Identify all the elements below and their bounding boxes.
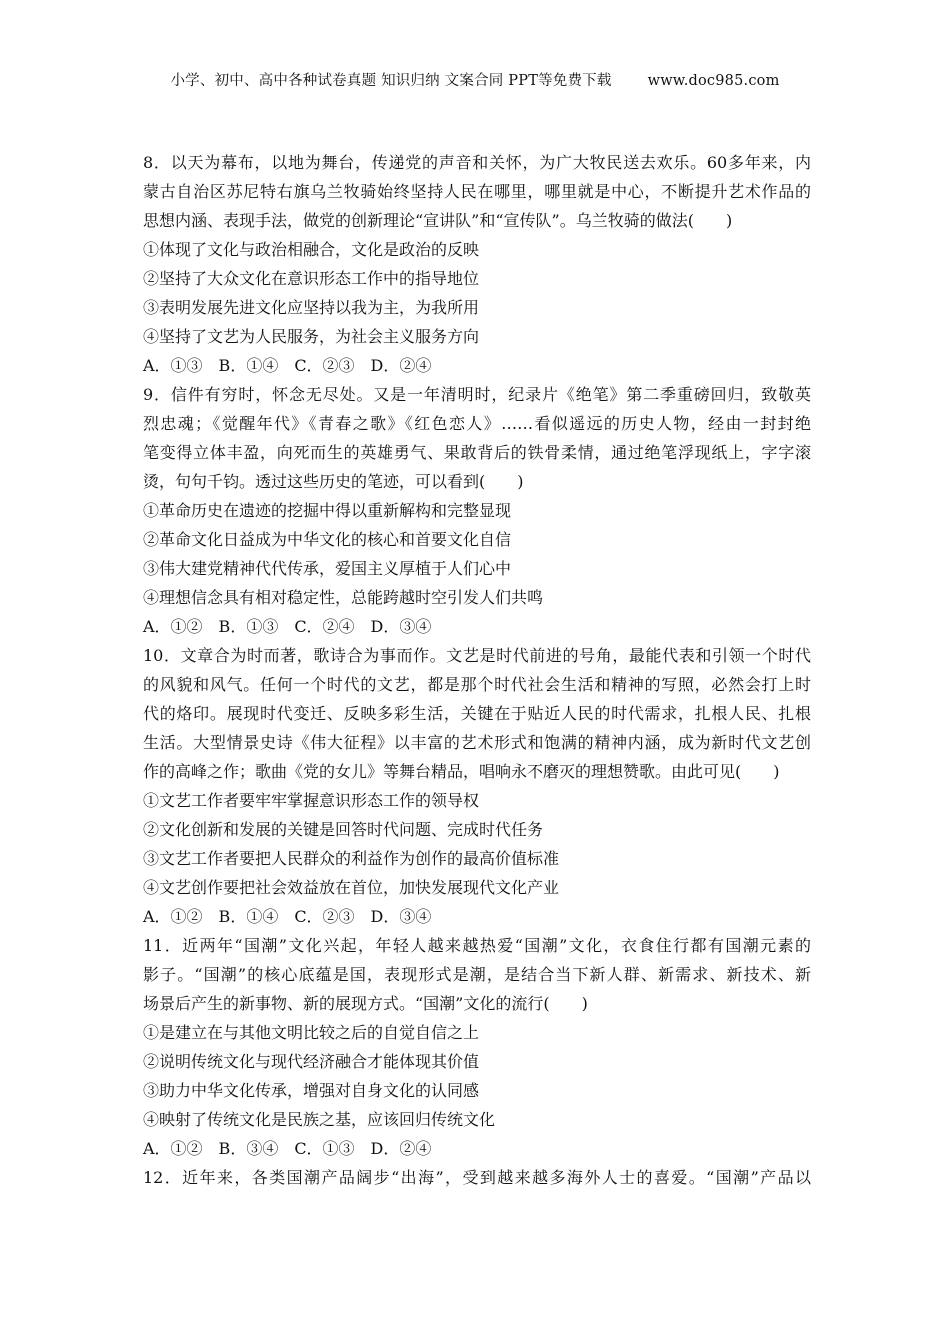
header-site: www.doc985.com: [647, 73, 780, 89]
question-stem-line: 12．近年来，各类国潮产品阔步“出海”，受到越来越多海外人士的喜爱。“国潮”产品以: [143, 1168, 811, 1187]
question-10: [143, 641, 811, 931]
question-stem-line: 作的高峰之作；歌曲《党的女儿》等舞台精品，唱响永不磨灭的理想赞歌。由此可见( ): [143, 762, 780, 781]
option-item: ④文艺创作要把社会效益放在首位，加快发展现代文化产业: [143, 878, 560, 897]
question-list: [143, 148, 811, 1192]
question-stem-line: 笔变得立体丰盈，向死而生的英雄勇气、果敢背后的铁骨柔情，通过绝笔浮现纸上，字字滚: [143, 443, 811, 462]
header-text: 小学、初中、高中各种试卷真题 知识归纳 文案合同 PPT等免费下载: [170, 73, 612, 89]
option-item: ②文化创新和发展的关键是回答时代问题、完成时代任务: [143, 820, 544, 839]
answer-choices: A．①② B．③④ C．①③ D．②④: [143, 1139, 432, 1158]
question-stem-line: 烫，句句千钧。透过这些历史的笔迹，可以看到( ): [143, 472, 524, 491]
answer-choices: A．①② B．①③ C．②④ D．③④: [143, 617, 432, 636]
option-item: ①是建立在与其他文明比较之后的自觉自信之上: [143, 1023, 480, 1042]
page-header: [0, 69, 950, 90]
option-item: ②坚持了大众文化在意识形态工作中的指导地位: [143, 269, 480, 288]
question-stem-line: 影子。“国潮”的核心底蕴是国，表现形式是潮，是结合当下新人群、新需求、新技术、新: [143, 965, 811, 984]
question-stem-line: 烈忠魂；《觉醒年代》《青春之歌》《红色恋人》……看似遥远的历史人物，经由一封封绝: [143, 414, 811, 433]
question-stem-line: 生活。大型情景史诗《伟大征程》以丰富的艺术形式和饱满的精神内涵，成为新时代文艺创: [143, 733, 811, 752]
option-item: ①革命历史在遗迹的挖掘中得以重新解构和完整显现: [143, 501, 512, 520]
option-item: ④理想信念具有相对稳定性，总能跨越时空引发人们共鸣: [143, 588, 544, 607]
option-item: ③文艺工作者要把人民群众的利益作为创作的最高价值标准: [143, 849, 560, 868]
answer-choices: A．①② B．①④ C．②③ D．③④: [143, 907, 432, 926]
question-9: [143, 380, 811, 641]
option-item: ④映射了传统文化是民族之基，应该回归传统文化: [143, 1110, 496, 1129]
option-item: ③表明发展先进文化应坚持以我为主，为我所用: [143, 298, 480, 317]
question-12: [143, 1163, 811, 1192]
question-11: [143, 931, 811, 1163]
question-stem-line: 11．近两年“国潮”文化兴起，年轻人越来越热爱“国潮”文化，衣食住行都有国潮元素的: [143, 936, 811, 955]
option-item: ③伟大建党精神代代传承，爱国主义厚植于人们心中: [143, 559, 512, 578]
option-item: ①文艺工作者要牢牢掌握意识形态工作的领导权: [143, 791, 480, 810]
option-item: ④坚持了文艺为人民服务，为社会主义服务方向: [143, 327, 480, 346]
option-item: ③助力中华文化传承，增强对自身文化的认同感: [143, 1081, 480, 1100]
question-stem-line: 10．文章合为时而著，歌诗合为事而作。文艺是时代前进的号角，最能代表和引领一个时代: [143, 646, 811, 665]
option-item: ①体现了文化与政治相融合，文化是政治的反映: [143, 240, 480, 259]
question-stem-line: 的风貌和风气。任何一个时代的文艺，都是那个时代社会生活和精神的写照，必然会打上时: [143, 675, 811, 694]
option-item: ②说明传统文化与现代经济融合才能体现其价值: [143, 1052, 480, 1071]
option-item: ②革命文化日益成为中华文化的核心和首要文化自信: [143, 530, 512, 549]
answer-choices: A．①③ B．①④ C．②③ D．②④: [143, 356, 432, 375]
question-stem-line: 代的烙印。展现时代变迁、反映多彩生活，关键在于贴近人民的时代需求，扎根人民、扎根: [143, 704, 811, 723]
question-stem-line: 思想内涵、表现手法，做党的创新理论“宣讲队”和“宣传队”。乌兰牧骑的做法( ): [143, 211, 733, 230]
question-stem-line: 场景后产生的新事物、新的展现方式。“国潮”文化的流行( ): [143, 994, 588, 1013]
question-stem-line: 蒙古自治区苏尼特右旗乌兰牧骑始终坚持人民在哪里，哪里就是中心，不断提升艺术作品的: [143, 182, 811, 201]
question-stem-line: 9．信件有穷时，怀念无尽处。又是一年清明时，纪录片《绝笔》第二季重磅回归，致敬英: [143, 385, 811, 404]
question-stem-line: 8．以天为幕布，以地为舞台，传递党的声音和关怀，为广大牧民送去欢乐。60多年来，内: [143, 153, 811, 172]
question-8: [143, 148, 811, 380]
